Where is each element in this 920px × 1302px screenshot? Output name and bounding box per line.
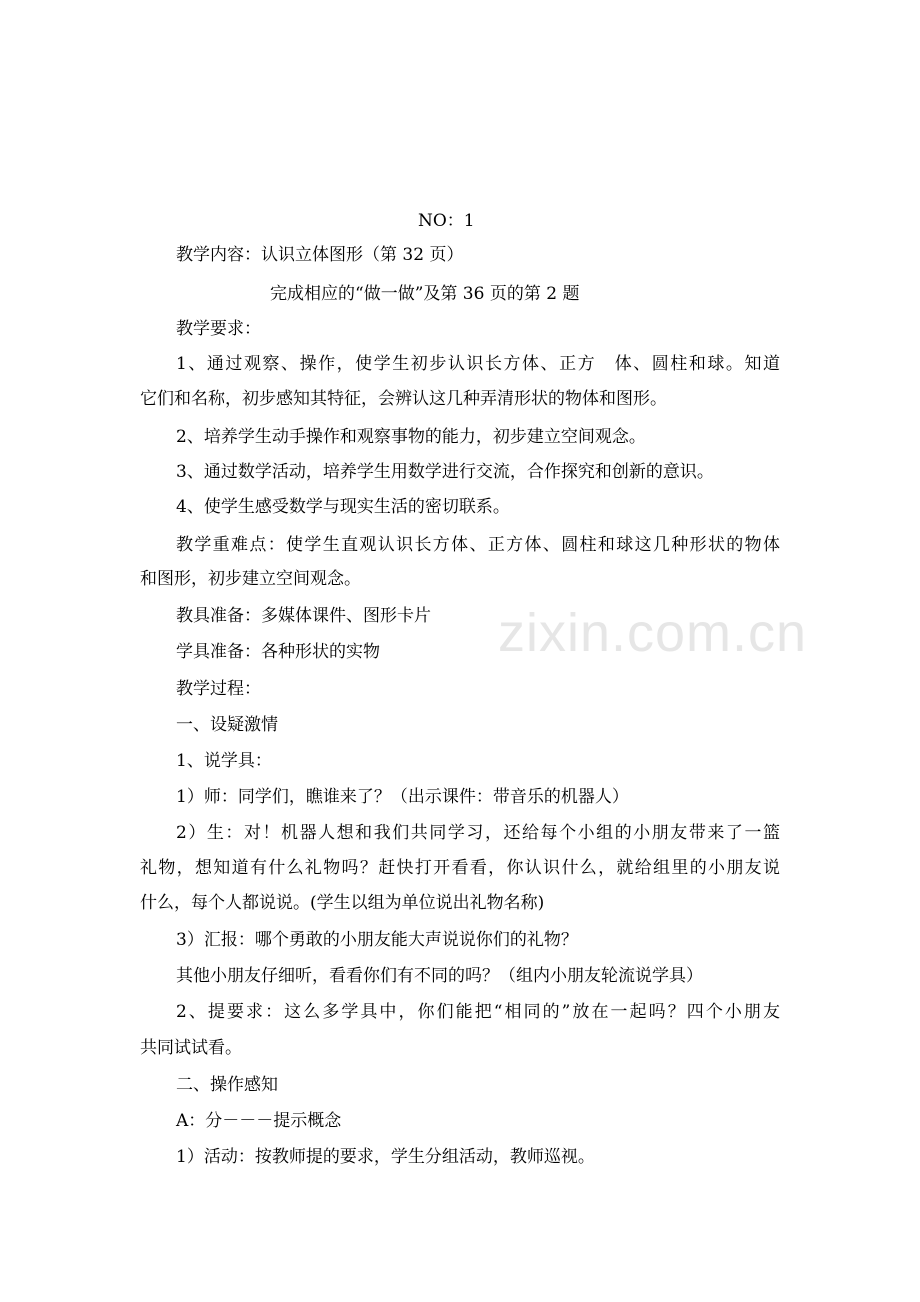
step-1-3: 3）汇报：哪个勇敢的小朋友能大声说说你们的礼物？ <box>176 930 578 950</box>
requirement-3: 3、通过数学活动，培养学生用数学进行交流，合作探究和创新的意识。 <box>176 462 714 482</box>
requirements-heading: 教学要求： <box>176 319 261 339</box>
section-1-heading: 一、设疑激情 <box>176 715 278 735</box>
key-points-cont: 和图形，初步建立空间观念。 <box>140 569 361 589</box>
requirement-1-cont: 它们和名称，初步感知其特征，会辨认这几种弄清形状的物体和图形。 <box>140 389 667 409</box>
part-a: A：分－－－提示概念 <box>176 1111 342 1131</box>
step-1-1: 1）师：同学们，瞧谁来了？（出示课件：带音乐的机器人） <box>176 787 629 807</box>
teaching-content: 教学内容：认识立体图形（第 32 页） <box>176 245 464 265</box>
step-1-3-cont: 其他小朋友仔细听，看看你们有不同的吗？（组内小朋友轮流说学具） <box>176 966 703 986</box>
watermark: zixin.com.cn <box>498 603 808 663</box>
step-1-2-cont: 礼物，想知道有什么礼物吗？赶快打开看看，你认识什么，就给组里的小朋友说 <box>140 858 780 878</box>
lesson-number: NO：1 <box>418 211 475 231</box>
teaching-content-cont: 完成相应的“做一做”及第 36 页的第 2 题 <box>270 284 580 304</box>
section-2-heading: 二、操作感知 <box>176 1075 278 1095</box>
step-1-2-cont2: 什么，每个人都说说。(学生以组为单位说出礼物名称) <box>140 893 545 913</box>
key-points: 教学重难点：使学生直观认识长方体、正方体、圆柱和球这几种形状的物体 <box>176 535 780 555</box>
process-heading: 教学过程： <box>176 679 261 699</box>
requirement-2: 2、培养学生动手操作和观察事物的能力，初步建立空间观念。 <box>176 427 646 447</box>
part-a-1: 1）活动：按教师提的要求，学生分组活动，教师巡视。 <box>176 1147 595 1167</box>
student-materials: 学具准备：各种形状的实物 <box>176 642 380 662</box>
step-1-2: 2）生：对！机器人想和我们共同学习，还给每个小组的小朋友带来了一篮 <box>176 823 780 843</box>
step-2: 2、提要求：这么多学具中，你们能把“相同的”放在一起吗？四个小朋友 <box>176 1002 780 1022</box>
teacher-materials: 教具准备：多媒体课件、图形卡片 <box>176 606 431 626</box>
step-2-cont: 共同试试看。 <box>140 1038 242 1058</box>
requirement-1: 1、通过观察、操作，使学生初步认识长方体、正方 体、圆柱和球。知道 <box>176 354 780 374</box>
requirement-4: 4、使学生感受数学与现实生活的密切联系。 <box>176 497 510 517</box>
step-1: 1、说学具： <box>176 751 272 771</box>
